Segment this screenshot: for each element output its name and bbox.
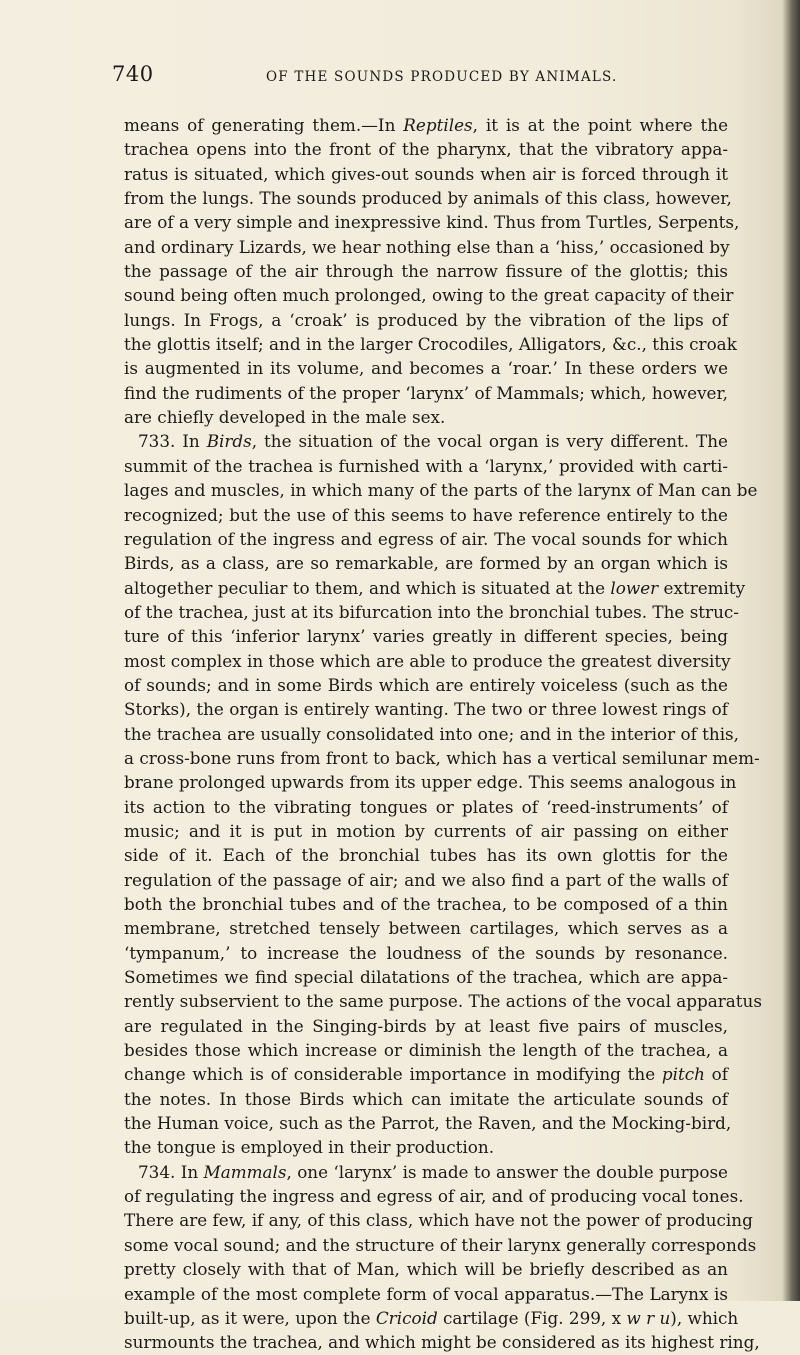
- text-line: of the trachea, just at its bifurcation into the bronchial tubes. The struc-: [124, 601, 739, 622]
- text-line: of sounds; and in some Birds which are entirely voiceless (such as the: [124, 674, 728, 695]
- text-line: are chiefly developed in the male sex.: [124, 407, 446, 428]
- text-line: music; and it is put in motion by currents of air passing on either: [124, 820, 728, 841]
- text-line: 733. In Birds, the situation of the vocal organ is very different. The: [138, 431, 728, 452]
- text-line: trachea opens into the front of the pharynx, that the vibratory appa-: [124, 139, 728, 160]
- text-line: ‘tympanum,’ to increase the loudness of the sounds by resonance.: [124, 942, 728, 963]
- text-line: ratus is situated, which gives-out sounds when air is forced through it: [124, 163, 728, 184]
- running-head: [112, 62, 728, 90]
- text-line: Birds, as a class, are so remarkable, are formed by an organ which is: [124, 553, 728, 574]
- text-line: are of a very simple and inexpressive kind. Thus from Turtles, Serpents,: [124, 212, 740, 233]
- text-line: of regulating the ingress and egress of air, and of producing vocal tones.: [124, 1186, 744, 1207]
- body-text: [124, 113, 762, 1355]
- text-line: the glottis itself; and in the larger Crocodiles, Alligators, &c., this croak: [124, 334, 737, 355]
- text-line: summit of the trachea is furnished with a ‘larynx,’ provided with carti-: [124, 455, 728, 476]
- page-number: 740: [112, 62, 154, 86]
- text-line: example of the most complete form of vocal apparatus.—The Larynx is: [124, 1283, 728, 1304]
- text-line: side of it. Each of the bronchial tubes has its own glottis for the: [124, 845, 728, 866]
- page-edge-shadow: [782, 0, 800, 1301]
- text-line: change which is of considerable importance in modifying the pitch of: [124, 1064, 728, 1085]
- text-line: Sometimes we find special dilatations of the trachea, which are appa-: [124, 967, 728, 988]
- text-line: some vocal sound; and the structure of their larynx generally corresponds: [124, 1234, 757, 1255]
- text-line: is augmented in its volume, and becomes a ‘roar.’ In these orders we: [124, 358, 728, 379]
- text-line: There are few, if any, of this class, which have not the power of producing: [124, 1210, 753, 1231]
- text-line: the notes. In those Birds which can imitate the articulate sounds of: [124, 1088, 728, 1109]
- text-line: sound being often much prolonged, owing to the great capacity of their: [124, 285, 734, 306]
- text-line: lungs. In Frogs, a ‘croak’ is produced by the vibration of the lips of: [124, 309, 728, 330]
- text-line: find the rudiments of the proper ‘larynx’ of Mammals; which, however,: [124, 382, 728, 403]
- text-line: surmounts the trachea, and which might be considered as its highest ring,: [124, 1332, 760, 1353]
- text-line: Storks), the organ is entirely wanting. The two or three lowest rings of: [124, 699, 728, 720]
- text-line: membrane, stretched tensely between cartilages, which serves as a: [124, 918, 728, 939]
- text-line: brane prolonged upwards from its upper edge. This seems analogous in: [124, 772, 737, 793]
- text-line: altogether peculiar to them, and which is situated at the lower extremity: [124, 577, 746, 598]
- text-line: from the lungs. The sounds produced by animals of this class, however,: [124, 188, 732, 209]
- text-line: a cross-bone runs from front to back, which has a vertical semilunar mem-: [124, 747, 760, 768]
- text-line: its action to the vibrating tongues or plates of ‘reed-instruments’ of: [124, 796, 728, 817]
- text-line: built-up, as it were, upon the Cricoid cartilage (Fig. 299, x w r u), which: [124, 1307, 739, 1328]
- text-line: rently subservient to the same purpose. The actions of the vocal apparatus: [124, 991, 762, 1012]
- text-line: besides those which increase or diminish the length of the trachea, a: [124, 1040, 728, 1061]
- text-line: the trachea are usually consolidated into one; and in the interior of this,: [124, 723, 740, 744]
- text-line: recognized; but the use of this seems to have reference entirely to the: [124, 504, 728, 525]
- text-line: regulation of the ingress and egress of air. The vocal sounds for which: [124, 528, 728, 549]
- text-line: the passage of the air through the narrow fissure of the glottis; this: [124, 261, 728, 282]
- text-line: both the bronchial tubes and of the trachea, to be composed of a thin: [124, 894, 728, 914]
- text-line: and ordinary Lizards, we hear nothing else than a ‘hiss,’ occasioned by: [124, 236, 730, 257]
- text-line: means of generating them.—In Reptiles, it is at the point where the: [124, 115, 728, 135]
- text-line: ture of this ‘inferior larynx’ varies greatly in different species, being: [124, 626, 728, 647]
- text-line: regulation of the passage of air; and we also find a part of the walls of: [124, 869, 728, 890]
- text-line: the Human voice, such as the Parrot, the Raven, and the Mocking-bird,: [124, 1113, 732, 1134]
- text-line: most complex in those which are able to produce the greatest diversity: [124, 650, 731, 671]
- text-line: pretty closely with that of Man, which will be briefly described as an: [124, 1259, 728, 1280]
- text-line: the tongue is employed in their production.: [124, 1137, 495, 1158]
- running-title: OF THE SOUNDS PRODUCED BY ANIMALS.: [266, 69, 618, 85]
- text-line: are regulated in the Singing-birds by at least five pairs of muscles,: [124, 1015, 728, 1036]
- text-line: 734. In Mammals, one ‘larynx’ is made to answer the double purpose: [138, 1161, 728, 1182]
- text-line: lages and muscles, in which many of the parts of the larynx of Man can be: [124, 480, 758, 501]
